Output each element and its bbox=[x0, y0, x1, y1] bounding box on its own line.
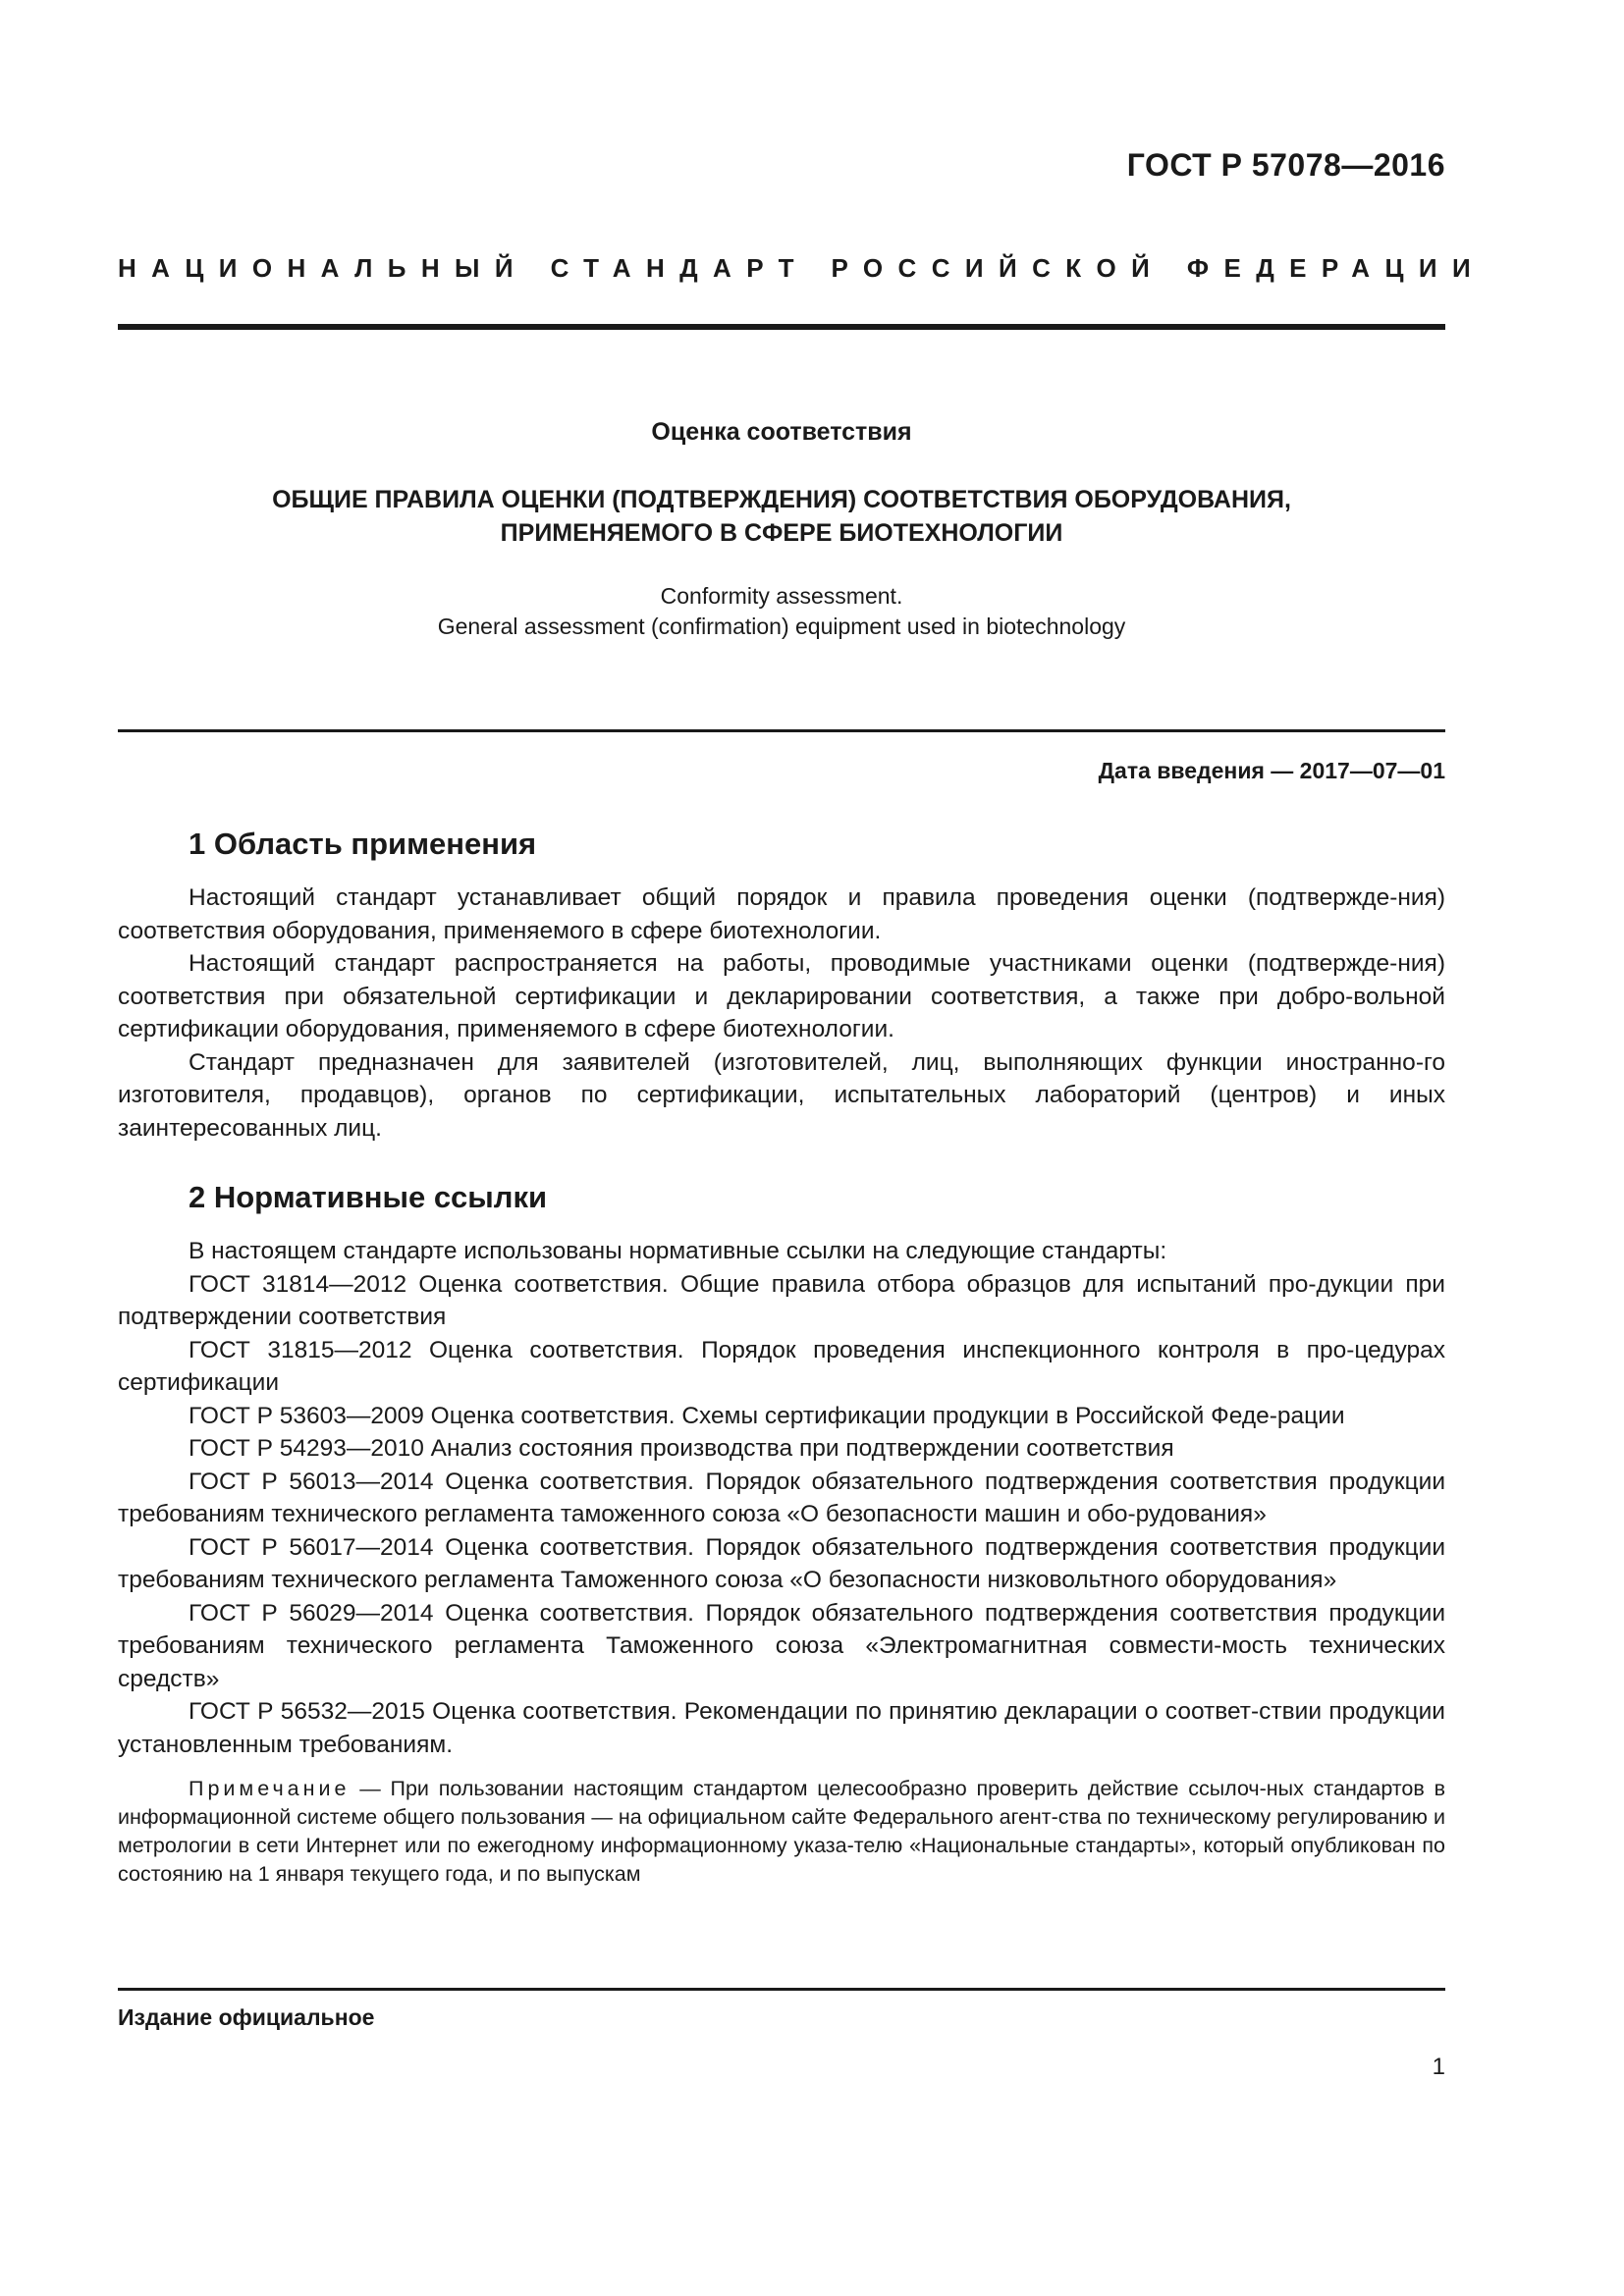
normative-reference: ГОСТ 31814—2012 Оценка соответствия. Общие правила отбора образцов для испытаний про-дукции при подтверждении соответствия bbox=[118, 1270, 1445, 1330]
note bbox=[118, 1775, 1445, 1889]
edition-label: Издание официальное bbox=[118, 2004, 375, 2030]
title-rule bbox=[118, 729, 1445, 732]
english-title-line-2: General assessment (confirmation) equipment used in biotechnology bbox=[437, 614, 1126, 639]
note-text: — При пользовании настоящим стандартом целесообразно проверить действие ссылоч-ных стандартов в информационной системе общего пользования — на официальном сайте Федерального агент-ства по техническому регулированию и метрологии в сети Интернет или по ежегодному информационному указа-телю «Национальные стандарты», который опубликован по состоянию на 1 января текущего года, и по выпускам bbox=[118, 1777, 1445, 1886]
english-title bbox=[118, 581, 1445, 642]
normative-reference: ГОСТ Р 54293—2010 Анализ состояния производства при подтверждении соответствия bbox=[189, 1435, 1174, 1462]
section-2-intro: В настоящем стандарте использованы нормативные ссылки на следующие стандарты: bbox=[189, 1238, 1167, 1264]
document-code: ГОСТ Р 57078—2016 bbox=[1126, 147, 1445, 183]
normative-reference: ГОСТ Р 56017—2014 Оценка соответствия. Порядок обязательного подтверждения соответствия продукции требованиям технического регламента Таможенного союза «О безопасности низковольтного оборудования» bbox=[118, 1533, 1445, 1593]
english-title-line-1: Conformity assessment. bbox=[660, 583, 903, 609]
normative-reference: ГОСТ Р 53603—2009 Оценка соответствия. Схемы сертификации продукции в Российской Феде-рации bbox=[189, 1402, 1345, 1429]
title-line-1: ОБЩИЕ ПРАВИЛА ОЦЕНКИ (ПОДТВЕРЖДЕНИЯ) СООТВЕТСТВИЯ ОБОРУДОВАНИЯ, bbox=[272, 486, 1291, 513]
document-title bbox=[118, 483, 1445, 550]
page-number: 1 bbox=[1432, 2054, 1445, 2080]
normative-reference: ГОСТ Р 56532—2015 Оценка соответствия. Рекомендации по принятию декларации о соответ-ствии продукции установленным требованиям. bbox=[118, 1698, 1445, 1758]
section-1-heading: 1 Область применения bbox=[189, 827, 537, 861]
section-1-paragraph: Настоящий стандарт устанавливает общий порядок и правила проведения оценки (подтвержде-ния) соответствия оборудования, применяемого в сфере биотехнологии. bbox=[118, 884, 1445, 944]
introduction-date: Дата введения — 2017—07—01 bbox=[1098, 758, 1445, 783]
document-page bbox=[118, 0, 1487, 2296]
body-text bbox=[118, 825, 1445, 1889]
section-1-paragraph: Стандарт предназначен для заявителей (изготовителей, лиц, выполняющих функции иностранно-го изготовителя, продавцов), органов по сертификации, испытательных лабораторий (центров) и иных заинтересованных лиц. bbox=[118, 1048, 1445, 1142]
section-2-heading: 2 Нормативные ссылки bbox=[189, 1180, 548, 1214]
title-line-2: ПРИМЕНЯЕМОГО В СФЕРЕ БИОТЕХНОЛОГИИ bbox=[500, 519, 1063, 547]
normative-reference: ГОСТ Р 56013—2014 Оценка соответствия. Порядок обязательного подтверждения соответствия продукции требованиям технического регламента таможенного союза «О безопасности машин и обо-рудования» bbox=[118, 1468, 1445, 1527]
document-category: Оценка соответствия bbox=[651, 418, 912, 446]
note-label: Примечание bbox=[189, 1777, 351, 1800]
normative-reference: ГОСТ 31815—2012 Оценка соответствия. Порядок проведения инспекционного контроля в про-цедурах сертификации bbox=[118, 1336, 1445, 1396]
section-1-paragraph: Настоящий стандарт распространяется на работы, проводимые участниками оценки (подтвержде-ния) соответствия при обязательной сертификации и декларировании соответствия, а также при добро-вольной сертификации оборудования, применяемого в сфере биотехнологии. bbox=[118, 950, 1445, 1042]
footer-rule bbox=[118, 1988, 1445, 1991]
normative-reference: ГОСТ Р 56029—2014 Оценка соответствия. Порядок обязательного подтверждения соответствия продукции требованиям технического регламента Таможенного союза «Электромагнитная совмести-мость технических средств» bbox=[118, 1599, 1445, 1692]
national-standard-banner: НАЦИОНАЛЬНЫЙ СТАНДАРТ РОССИЙСКОЙ ФЕДЕРАЦИИ bbox=[118, 253, 1487, 283]
header-rule bbox=[118, 324, 1445, 330]
